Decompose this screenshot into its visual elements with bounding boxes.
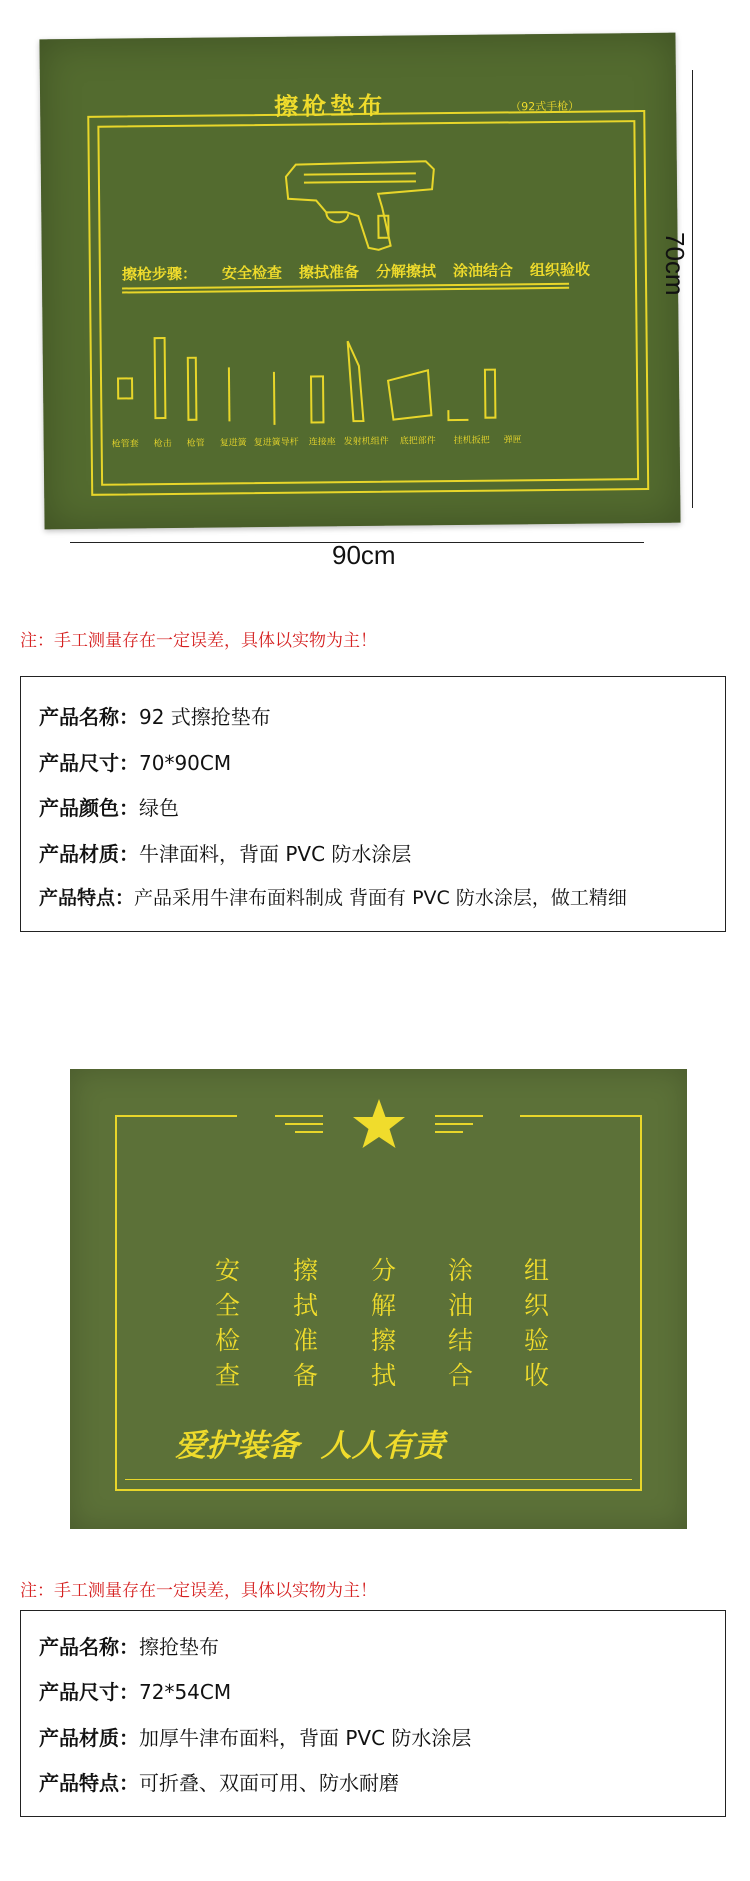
column-char: 涂 [448, 1256, 474, 1285]
column-char: 合 [448, 1361, 474, 1390]
product-photo-star-mat [70, 1069, 687, 1529]
part-label: 底把部件 [399, 436, 436, 447]
column-char: 检 [215, 1326, 241, 1355]
spec-value: 70*90CM [139, 751, 232, 775]
part-label: 发射机组件 [343, 436, 389, 448]
spec-value: 92 式擦抢垫布 [139, 705, 271, 729]
spec-key: 产品特点： [39, 1771, 139, 1795]
pistol-icon [286, 161, 435, 251]
spec-row [39, 1767, 399, 1796]
column-char: 准 [293, 1326, 319, 1355]
parts-icons [118, 335, 496, 427]
spec-key: 产品尺寸： [39, 1680, 139, 1704]
spec-key: 产品颜色： [39, 796, 139, 820]
column-char: 结 [448, 1326, 474, 1355]
spec-row [39, 1722, 471, 1751]
height-dimension-label: 70cm [660, 232, 690, 296]
column-char: 擦 [371, 1326, 397, 1355]
spec-key: 产品材质： [39, 842, 139, 866]
column-char: 全 [215, 1291, 241, 1320]
column-char: 分 [371, 1256, 397, 1285]
spec-key: 产品尺寸： [39, 751, 139, 775]
column-char: 收 [524, 1361, 550, 1390]
spec-key: 产品材质： [39, 1726, 139, 1750]
spec-key: 产品名称： [39, 1635, 139, 1659]
spec-row [39, 1631, 219, 1660]
column-char: 组 [524, 1256, 550, 1285]
column-char: 油 [448, 1291, 474, 1320]
part-label: 连接座 [308, 437, 336, 448]
mat1-step-1: 安全检查 [221, 263, 283, 283]
part-label: 枪管套 [111, 439, 139, 450]
measurement-note: 注：手工测量存在一定误差，具体以实物为主！ [20, 631, 377, 651]
part-label: 枪管 [186, 438, 205, 449]
height-dimension-line [692, 70, 693, 508]
spec-key: 产品特点： [39, 887, 135, 909]
width-dimension-label: 90cm [332, 540, 396, 570]
inner-border [98, 121, 638, 485]
part-label: 枪击 [153, 438, 172, 450]
column-char: 安 [215, 1256, 241, 1285]
column-char: 擦 [293, 1256, 319, 1285]
spec-table [20, 676, 726, 932]
spec-value: 可折叠、双面可用、防水耐磨 [139, 1771, 399, 1795]
spec-row [39, 1676, 231, 1705]
column-char: 拭 [371, 1361, 397, 1390]
product-photo-92-mat [39, 33, 680, 530]
spec-row [39, 838, 411, 867]
mat1-step-2: 擦拭准备 [298, 263, 360, 282]
spec-value: 擦抢垫布 [139, 1635, 219, 1659]
mat1-step-5: 组织验收 [529, 260, 591, 280]
spec-row [39, 701, 271, 730]
star-icon [351, 1097, 407, 1151]
column-char: 查 [215, 1361, 241, 1390]
spec-table [20, 1610, 726, 1817]
spec-value: 加厚牛津布面料，背面 PVC 防水涂层 [139, 1726, 472, 1750]
part-label: 复进簧导杆 [253, 437, 299, 449]
mat1-step-3: 分解擦拭 [375, 262, 437, 281]
spec-row [39, 792, 179, 821]
column-char: 拭 [293, 1291, 319, 1320]
spec-value: 牛津面料，背面 PVC 防水涂层 [139, 842, 412, 866]
spec-value: 绿色 [139, 796, 179, 820]
part-label: 复进簧 [219, 438, 247, 449]
spec-value: 产品采用牛津布面料制成 背面有 PVC 防水涂层，做工精细 [134, 887, 627, 909]
mat1-step-4: 涂油结合 [452, 261, 514, 281]
part-label: 弹匣 [503, 435, 522, 446]
column-char: 验 [524, 1326, 550, 1355]
part-label: 挂机扳把 [453, 435, 490, 447]
mat1-title: 擦枪垫布 [274, 91, 387, 121]
mat2-slogan: 爱护装备 人人有责 [175, 1428, 445, 1464]
measurement-note: 注：手工测量存在一定误差，具体以实物为主！ [20, 1581, 377, 1601]
mat1-steps-label: 擦枪步骤： [121, 264, 198, 284]
column-char: 备 [293, 1361, 319, 1390]
column-char: 织 [524, 1291, 550, 1320]
spec-key: 产品名称： [39, 705, 139, 729]
spec-row [39, 883, 627, 910]
column-char: 解 [371, 1291, 397, 1320]
mat1-subtitle: （92式手枪） [510, 99, 580, 114]
spec-value: 72*54CM [139, 1680, 232, 1704]
spec-row [39, 747, 231, 776]
